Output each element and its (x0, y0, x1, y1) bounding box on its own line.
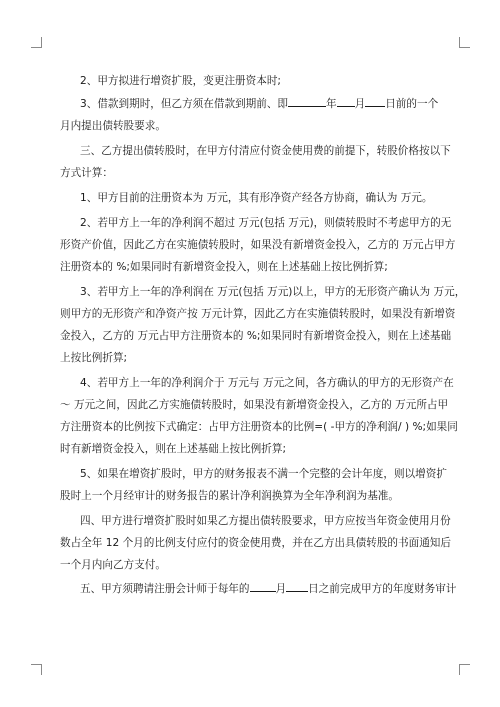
crop-mark-top-left (31, 37, 42, 48)
document-line: 股时上一个月经审计的财务报告的累计净利润换算为全年净利润为基准。 (60, 490, 399, 502)
document-line: 5、如果在增资扩股时，甲方的财务报表不满一个完整的会计年度，则以增资扩 (80, 468, 447, 480)
line-text-segment: 月 (354, 98, 366, 110)
document-line: 2、若甲方上一年的净利润不超过 万元(包括 万元)，则债转股时不考虑甲方的无 (80, 217, 452, 229)
document-line (80, 581, 470, 596)
document-line: 月内提出债转股要求。 (60, 120, 166, 132)
fill-in-blank (288, 96, 326, 107)
fill-in-blank (286, 581, 308, 592)
document-line: 时有新增资金投入，则在上述基础上按比例折算; (60, 443, 287, 455)
document-line: 则甲方的无形资产和净资产按 万元计算，因此乙方在实施债转股时，如果没有新增资 (60, 308, 456, 320)
document-line: 4、若甲方上一年的净利润介于 万元与 万元之间，各方确认的甲方的无形资产在 (80, 377, 454, 389)
crop-mark-bottom-left (31, 664, 42, 675)
document-line: 数占全年 12 个月的比例支付应付的资金使用费，并在乙方出具债转股的书面通知后 (60, 537, 451, 549)
document-line: 注册资本的 %;如果同时有新增资金投入，则在上述基础上按比例折算; (60, 261, 388, 273)
document-line (80, 96, 470, 111)
document-line: 1、甲方目前的注册资本为 万元，其有形净资产经各方协商，确认为 万元。 (80, 192, 433, 204)
crop-mark-top-right (459, 37, 470, 48)
document-line: 方式计算： (60, 167, 113, 179)
fill-in-blank (337, 96, 355, 107)
crop-mark-bottom-right (459, 664, 470, 675)
line-text-segment: 月 (275, 583, 287, 595)
line-text-segment: 五、甲方须聘请注册会计师于每年的 (80, 583, 250, 595)
document-line: 四、甲方进行增资扩股时如果乙方提出债转股要求，甲方应按当年资金使用月份 (80, 515, 451, 527)
document-line: 一个月内向乙方支付。 (60, 559, 166, 571)
document-line: 3、若甲方上一年的净利润在 万元(包括 万元)以上，甲方的无形资产确认为 万元， (80, 286, 466, 298)
fill-in-blank (365, 96, 385, 107)
document-line: 方注册资本的比例按下式确定：占甲方注册资本的比例=( -甲方的净利润/ ) %;如果同 (60, 421, 458, 433)
line-text-segment: 3、借款到期时，但乙方须在借款到期前、即 (80, 98, 289, 110)
document-line: 形资产价值，因此乙方在实施债转股时，如果没有新增资金投入，乙方的 万元占甲方 (60, 239, 456, 251)
document-line: 金投入，乙方的 万元占甲方注册资本的 %;如果同时有新增资金投入，则在上述基础 (60, 330, 452, 342)
document-line: 上按比例折算; (60, 352, 128, 364)
document-line: ～ 万元之间，因此乙方实施债转股时，如果没有新增资金投入，乙方的 万元所占甲 (60, 399, 449, 411)
line-text-segment: 日之前完成甲方的年度财务审计 (308, 583, 457, 595)
document-line: 三、乙方提出债转股时，在甲方付清应付资金使用费的前提下，转股价格按以下 (80, 145, 451, 157)
line-text-segment: 日前的一个 (385, 98, 439, 110)
document-line: 2、甲方拟进行增资扩股，变更注册资本时; (80, 75, 281, 87)
fill-in-blank (250, 581, 276, 592)
line-text-segment: 年 (326, 98, 337, 110)
